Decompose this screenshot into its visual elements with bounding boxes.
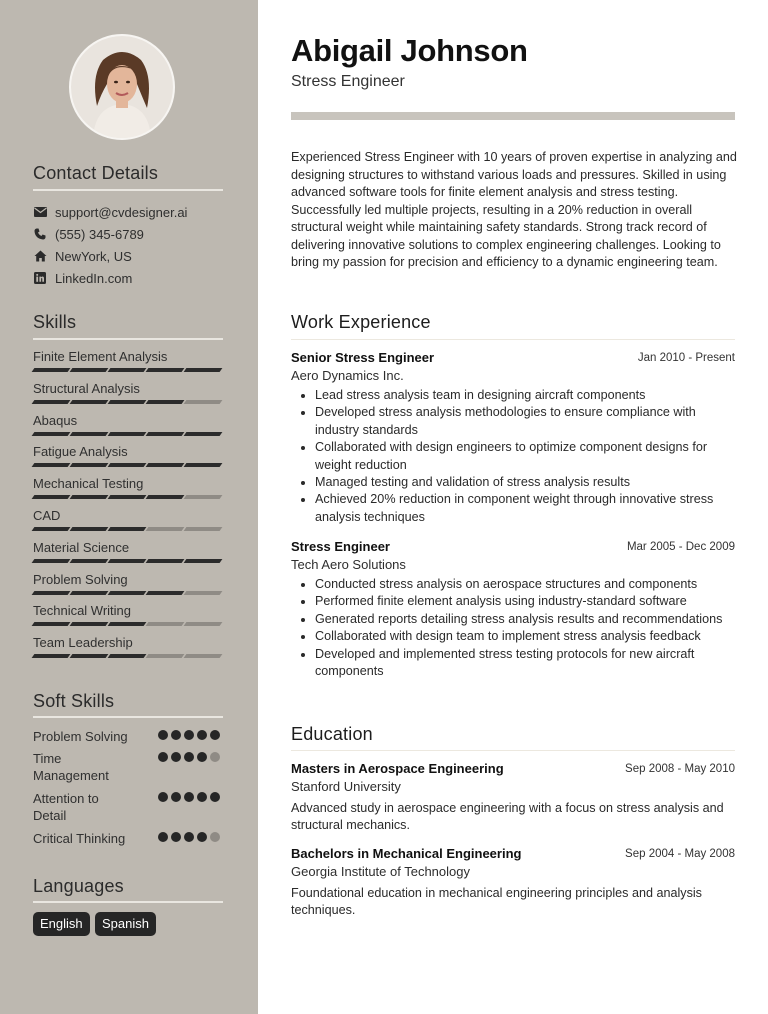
skill-level-segment bbox=[32, 432, 71, 436]
contact-location bbox=[33, 247, 132, 265]
skill-level-segment bbox=[146, 432, 185, 436]
rating-dot bbox=[197, 792, 207, 802]
contact-heading: Contact Details bbox=[33, 163, 159, 183]
school-name: Georgia Institute of Technology bbox=[291, 864, 470, 879]
job-entry bbox=[291, 538, 735, 680]
job-dates: Jan 2010 - Present bbox=[637, 352, 735, 364]
skills-divider bbox=[33, 338, 223, 340]
rating-dot bbox=[171, 832, 181, 842]
rating-dot bbox=[171, 752, 181, 762]
job-bullets bbox=[315, 576, 735, 680]
profile-summary: Experienced Stress Engineer with 10 years of proven expertise in analyzing and designing structures to withstand various loads and pressures. Skilled in using advanced software tools for finite element analysis and stress testing. Successfully led multiple projects, resulting in a 20% reduction in overall structural weight while maintaining safety standards. Strong track record of delivering innovative solutions to complex engineering challenges. Looking to bring my passion for precision and efficiency to a dynamic engineering team. bbox=[291, 150, 737, 269]
skill-level-segment bbox=[108, 527, 147, 531]
linkedin-icon bbox=[33, 271, 47, 285]
job-company: Tech Aero Solutions bbox=[291, 557, 406, 572]
skill-level-segment bbox=[70, 495, 109, 499]
skill-level-segment bbox=[70, 559, 109, 563]
rating-dot bbox=[210, 832, 220, 842]
job-bullet: • Developed stress analysis methodologies to ensure compliance with industry standards bbox=[315, 404, 735, 439]
skill-level-segment bbox=[146, 559, 185, 563]
soft-skill-label: Attention to Detail bbox=[33, 791, 99, 823]
skill-label: Structural Analysis bbox=[33, 380, 140, 396]
skill-level-segment bbox=[108, 400, 147, 404]
skill-level-segment bbox=[146, 591, 185, 595]
soft-skills-divider bbox=[33, 716, 223, 718]
job-role: Stress Engineer bbox=[291, 539, 390, 554]
skill-level-segment bbox=[184, 622, 223, 626]
job-company: Aero Dynamics Inc. bbox=[291, 368, 404, 383]
soft-skill-label: Critical Thinking bbox=[33, 831, 126, 846]
skill-level-segment bbox=[32, 559, 71, 563]
contact-linkedin[interactable] bbox=[33, 269, 132, 287]
skill-level-bar bbox=[33, 559, 223, 563]
skill-level-segment bbox=[32, 654, 71, 658]
skill-level-segment bbox=[184, 654, 223, 658]
skill-item bbox=[33, 349, 223, 372]
job-role: Senior Stress Engineer bbox=[291, 350, 435, 365]
skill-level-bar bbox=[33, 495, 223, 499]
skill-label: Problem Solving bbox=[33, 571, 128, 587]
skill-level-segment bbox=[146, 527, 185, 531]
skill-level-segment bbox=[184, 495, 223, 499]
soft-skill-item bbox=[33, 750, 223, 784]
languages-heading: Languages bbox=[33, 876, 124, 896]
skill-level-segment bbox=[184, 463, 223, 467]
skill-level-bar bbox=[33, 527, 223, 531]
rating-dot bbox=[171, 730, 181, 740]
work-divider bbox=[291, 339, 735, 340]
skill-label: Technical Writing bbox=[33, 603, 132, 619]
job-dates: Mar 2005 - Dec 2009 bbox=[626, 541, 735, 553]
skill-level-segment bbox=[108, 368, 147, 372]
skill-level-segment bbox=[184, 400, 223, 404]
language-pill: English bbox=[33, 912, 90, 936]
skill-level-segment bbox=[108, 495, 147, 499]
skill-level-segment bbox=[70, 622, 109, 626]
school-name: Stanford University bbox=[291, 779, 401, 794]
rating-dot bbox=[210, 730, 220, 740]
skill-level-bar bbox=[33, 400, 223, 404]
education-heading: Education bbox=[291, 724, 373, 744]
education-divider bbox=[291, 750, 735, 751]
education-description: Foundational education in mechanical engineering principles and analysis techniques. bbox=[291, 886, 702, 918]
sidebar bbox=[0, 0, 258, 1014]
skill-level-bar bbox=[33, 591, 223, 595]
soft-skill-rating bbox=[158, 832, 220, 842]
rating-dot bbox=[158, 730, 168, 740]
home-icon bbox=[33, 249, 47, 263]
skill-level-segment bbox=[70, 654, 109, 658]
rating-dot bbox=[158, 832, 168, 842]
job-bullet: • Performed finite element analysis using industry-standard software bbox=[315, 593, 735, 610]
languages-divider bbox=[33, 901, 223, 903]
job-bullet: • Managed testing and validation of stress analysis results bbox=[315, 474, 735, 491]
job-title: Stress Engineer bbox=[291, 73, 405, 90]
job-bullet: • Developed and implemented stress testing protocols for new aircraft components bbox=[315, 646, 735, 681]
soft-skill-item bbox=[33, 728, 223, 745]
skill-level-segment bbox=[70, 432, 109, 436]
skill-level-segment bbox=[108, 559, 147, 563]
rating-dot bbox=[184, 832, 194, 842]
skill-level-segment bbox=[70, 591, 109, 595]
email-text: support@cvdesigner.ai bbox=[55, 204, 188, 220]
skill-item bbox=[33, 444, 223, 467]
skill-level-segment bbox=[108, 654, 147, 658]
skill-item bbox=[33, 413, 223, 436]
location-text: NewYork, US bbox=[55, 248, 132, 264]
skill-item bbox=[33, 603, 223, 626]
skill-level-segment bbox=[146, 463, 185, 467]
rating-dot bbox=[184, 752, 194, 762]
skill-label: CAD bbox=[33, 508, 61, 523]
work-heading: Work Experience bbox=[291, 312, 431, 332]
skill-label: Team Leadership bbox=[33, 635, 133, 651]
skill-level-segment bbox=[184, 559, 223, 563]
skill-level-bar bbox=[33, 432, 223, 436]
skill-label: Mechanical Testing bbox=[33, 476, 144, 492]
job-bullet: • Conducted stress analysis on aerospace structures and components bbox=[315, 576, 735, 593]
skills-heading: Skills bbox=[33, 312, 77, 332]
skill-item bbox=[33, 572, 223, 595]
candidate-name: Abigail Johnson bbox=[291, 33, 528, 68]
skill-level-segment bbox=[146, 400, 185, 404]
skill-level-segment bbox=[32, 622, 71, 626]
avatar bbox=[69, 34, 175, 140]
skill-level-segment bbox=[146, 368, 185, 372]
education-description: Advanced study in aerospace engineering with a focus on stress analysis and structural mechanics. bbox=[291, 801, 724, 833]
skill-level-segment bbox=[184, 432, 223, 436]
skill-level-bar bbox=[33, 654, 223, 658]
contact-email[interactable] bbox=[33, 203, 187, 221]
skill-level-segment bbox=[32, 368, 71, 372]
skill-level-segment bbox=[146, 495, 185, 499]
skill-item bbox=[33, 381, 223, 404]
job-bullet: • Generated reports detailing stress analysis results and recommendations bbox=[315, 611, 735, 628]
soft-skills-heading: Soft Skills bbox=[33, 691, 115, 711]
skill-label: Abaqus bbox=[33, 412, 78, 428]
language-pill: Spanish bbox=[95, 912, 156, 936]
soft-skill-rating bbox=[158, 730, 220, 740]
rating-dot bbox=[158, 792, 168, 802]
contact-phone[interactable] bbox=[33, 225, 144, 243]
education-dates: Sep 2004 - May 2008 bbox=[625, 848, 735, 860]
skill-level-segment bbox=[146, 654, 185, 658]
rating-dot bbox=[158, 752, 168, 762]
soft-skill-label: Problem Solving bbox=[33, 729, 128, 744]
skill-level-segment bbox=[32, 463, 71, 467]
skill-level-segment bbox=[70, 527, 109, 531]
skill-item bbox=[33, 540, 223, 563]
skill-level-segment bbox=[32, 495, 71, 499]
rating-dot bbox=[197, 832, 207, 842]
rating-dot bbox=[210, 752, 220, 762]
rating-dot bbox=[184, 792, 194, 802]
skill-label: Fatigue Analysis bbox=[33, 444, 128, 460]
skill-item bbox=[33, 476, 223, 499]
rating-dot bbox=[171, 792, 181, 802]
skill-level-segment bbox=[32, 527, 71, 531]
phone-text: (555) 345-6789 bbox=[55, 226, 144, 242]
soft-skill-rating bbox=[158, 752, 220, 762]
skill-item bbox=[33, 635, 223, 658]
soft-skill-item bbox=[33, 790, 223, 824]
skill-label: Finite Element Analysis bbox=[33, 349, 168, 364]
skill-level-segment bbox=[32, 400, 71, 404]
skill-level-segment bbox=[184, 368, 223, 372]
skill-level-segment bbox=[70, 463, 109, 467]
skill-label: Material Science bbox=[33, 539, 130, 555]
main-content bbox=[258, 0, 768, 1014]
skill-level-bar bbox=[33, 622, 223, 626]
skill-level-segment bbox=[108, 432, 147, 436]
rating-dot bbox=[184, 730, 194, 740]
rating-dot bbox=[197, 730, 207, 740]
degree-title: Masters in Aerospace Engineering bbox=[291, 761, 504, 776]
skill-level-segment bbox=[184, 591, 223, 595]
phone-icon bbox=[33, 227, 47, 241]
job-bullet: • Collaborated with design engineers to optimize component designs for weight reduction bbox=[315, 439, 735, 474]
job-entry bbox=[291, 349, 735, 526]
soft-skill-item bbox=[33, 830, 223, 847]
skill-level-segment bbox=[108, 463, 147, 467]
skill-level-segment bbox=[70, 400, 109, 404]
title-rule bbox=[291, 112, 735, 120]
education-entry bbox=[291, 760, 735, 835]
skill-level-segment bbox=[70, 368, 109, 372]
contact-divider bbox=[33, 189, 223, 191]
envelope-icon bbox=[33, 205, 47, 219]
skill-level-segment bbox=[108, 622, 147, 626]
skill-level-segment bbox=[32, 591, 71, 595]
education-entry bbox=[291, 845, 735, 920]
linkedin-text: LinkedIn.com bbox=[55, 270, 133, 286]
rating-dot bbox=[197, 752, 207, 762]
skill-level-bar bbox=[33, 368, 223, 372]
skill-item bbox=[33, 508, 223, 531]
job-bullet: • Lead stress analysis team in designing aircraft components bbox=[315, 387, 735, 404]
skill-level-segment bbox=[184, 527, 223, 531]
job-bullet: • Achieved 20% reduction in component weight through innovative stress analysis techniques bbox=[315, 491, 735, 526]
skill-level-segment bbox=[146, 622, 185, 626]
skill-level-bar bbox=[33, 463, 223, 467]
rating-dot bbox=[210, 792, 220, 802]
soft-skill-label: Time Management bbox=[33, 751, 109, 783]
degree-title: Bachelors in Mechanical Engineering bbox=[291, 846, 522, 861]
skill-level-segment bbox=[108, 591, 147, 595]
education-dates: Sep 2008 - May 2010 bbox=[625, 763, 735, 775]
job-bullet: • Collaborated with design team to implement stress analysis feedback bbox=[315, 628, 735, 645]
job-bullets bbox=[315, 387, 735, 526]
soft-skill-rating bbox=[158, 792, 220, 802]
